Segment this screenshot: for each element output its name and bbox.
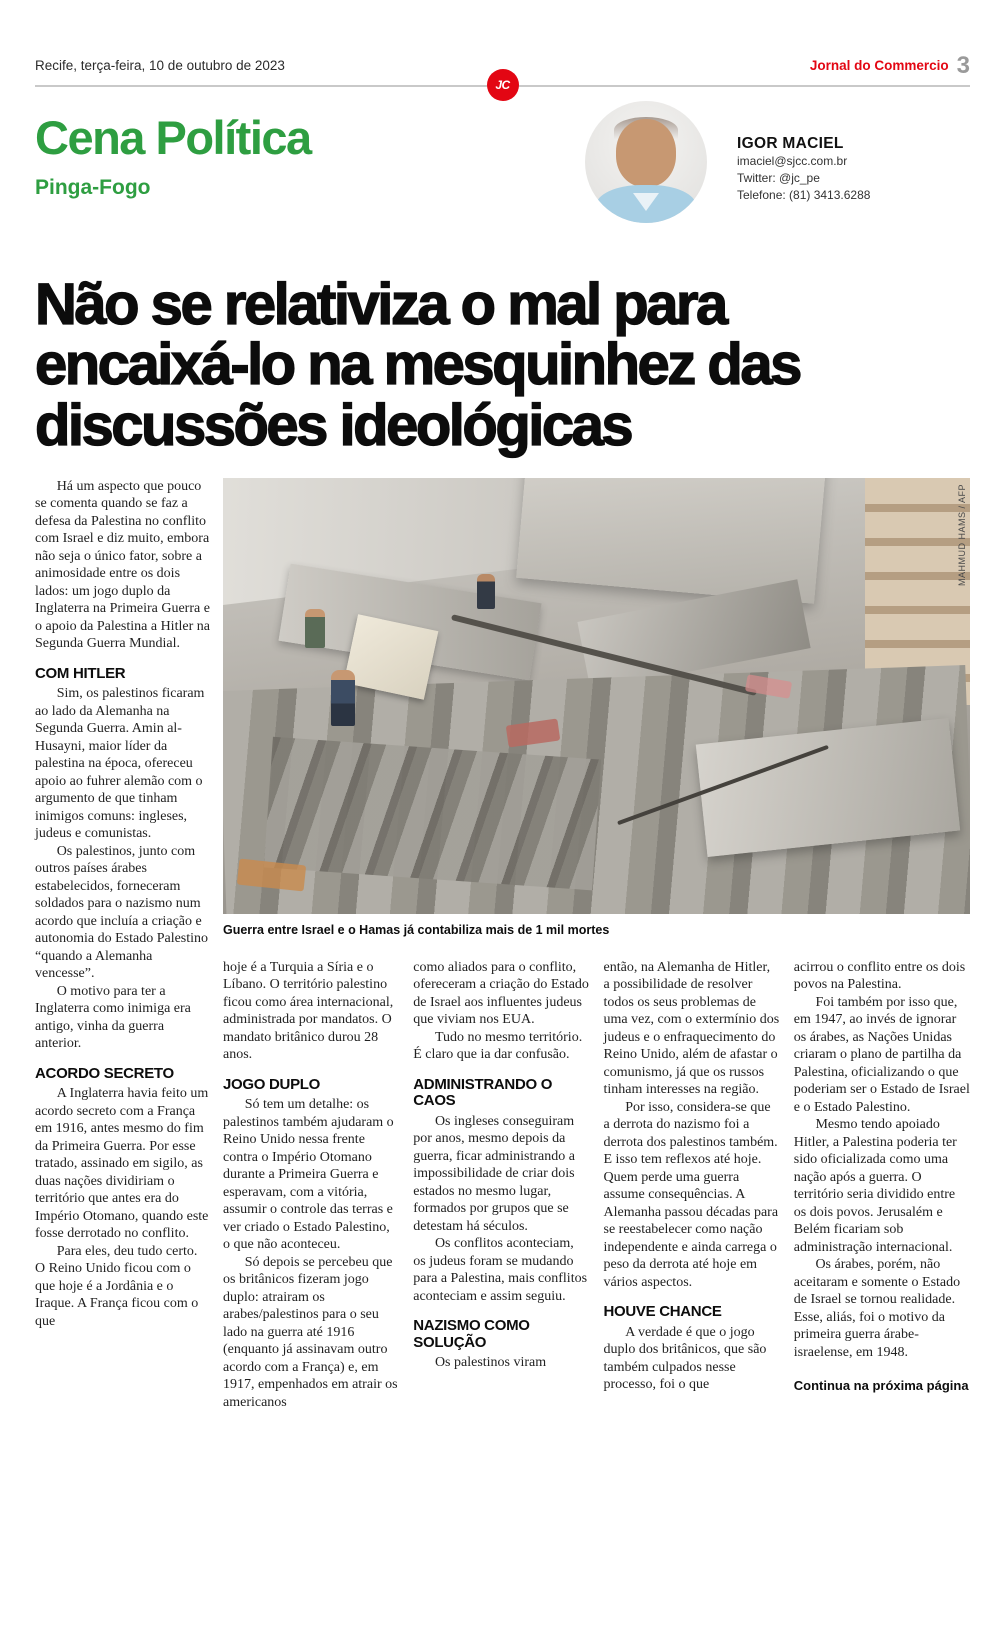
- article-paragraph: Os palestinos viram: [434, 1355, 547, 1371]
- author-phone: Telefone: (81) 3413.6288: [737, 188, 871, 202]
- person-figure: [477, 574, 495, 609]
- article-paragraph: acirrou o conflito entre os dois povos na Palestina.: [793, 959, 966, 993]
- section-heading: COM HITLER: [35, 664, 126, 682]
- continuation-note: Continua na próxima página: [793, 1378, 969, 1394]
- text-column-3: [413, 959, 589, 1412]
- text-column-2: [223, 959, 399, 1412]
- text-column-4: [604, 959, 780, 1412]
- header-right: [809, 52, 970, 79]
- text-column-1: [35, 478, 210, 1412]
- article-paragraph: O motivo para ter a Inglaterra como inimiga era antigo, vinha da guerra anterior.: [35, 983, 191, 1052]
- jc-logo-icon: [487, 69, 519, 101]
- article-photo: [223, 478, 970, 914]
- author-avatar: [585, 101, 707, 223]
- article-paragraph: Há um aspecto que pouco se comenta quando se faz a defesa da Palestina no conflito com Israel e diz muito, embora não seja o único fator, sobre a animosidade entre os dois lados: um jogo duplo da Inglaterra na Primeira Guerra e o apoio da Palestina a Hitler na Segunda Guerra Mundial.: [35, 478, 210, 652]
- author-name: IGOR MACIEL: [737, 135, 844, 152]
- section-heading: ACORDO SECRETO: [35, 1064, 174, 1082]
- author-email: imaciel@sjcc.com.br: [737, 154, 848, 168]
- author-block: [585, 101, 970, 223]
- headline-line: encaixá-lo na mesquinhez das: [35, 332, 800, 398]
- page-header: [35, 52, 970, 92]
- article-right-area: [223, 478, 970, 1412]
- article-paragraph: Só depois se percebeu que os britânicos fizeram jogo duplo: atrairam os arabes/palestinos para o seu lado na guerra até 1916 (enquanto já assinavam outro acordo com a França) e, em 1917, empenhados em atrair os americanos: [223, 1254, 398, 1410]
- section-heading: NAZISMO COMO SOLUÇÃO: [413, 1317, 530, 1351]
- article-body: [35, 478, 970, 1412]
- lower-columns: [223, 959, 970, 1412]
- article-paragraph: Para eles, deu tudo certo. O Reino Unido ficou com o que hoje é a Jordânia e o Iraque. A França ficou com o que: [35, 1243, 199, 1329]
- headline-line: discussões ideológicas: [35, 392, 632, 458]
- author-info: [737, 101, 870, 223]
- article-paragraph: Foi também por isso que, em 1947, ao invés de ignorar os árabes, as Nações Unidas criaram o plano de partilha da Palestina, oficializando o que poderiam ser o Estado de Israel e o Estado Palestino.: [793, 994, 970, 1115]
- article-paragraph: Os palestinos, junto com outros países árabes estabelecidos, forneceram soldados para o nazismo num acordo que incluía a criação e autonomia do Estado Palestino “quando a Alemanha vencesse”.: [35, 843, 209, 982]
- author-twitter: Twitter: @jc_pe: [737, 171, 820, 185]
- section-heading: HOUVE CHANCE: [603, 1303, 722, 1321]
- article-paragraph: então, na Alemanha de Hitler, a possibilidade de resolver todos os seus problemas de uma vez, com o extermínio dos judeus e o enfraquecimento do Reino Unido, além de afastar o comunismo, já que os russos tinham interesses na região.: [603, 959, 780, 1098]
- section-heading: JOGO DUPLO: [223, 1075, 321, 1093]
- section-block: [35, 113, 311, 223]
- photo-credit: MAHMUD HAMS / AFP: [957, 483, 967, 586]
- text-column-5: [794, 959, 970, 1412]
- column-name: Pinga-Fogo: [35, 176, 151, 200]
- section-heading: ADMINISTRANDO O CAOS: [413, 1075, 553, 1110]
- edition-date: Recife, terça-feira, 10 de outubro de 2023: [35, 58, 285, 73]
- article-paragraph: Tudo no mesmo território. É claro que ia dar confusão.: [413, 1029, 583, 1063]
- article-paragraph: hoje é a Turquia a Síria e o Líbano. O território palestino ficou como área internacional, administrada por mandatos. O mandato britânico durou 28 anos.: [223, 959, 394, 1063]
- section-title: Cena Política: [35, 111, 311, 164]
- article-paragraph: Mesmo tendo apoiado Hitler, a Palestina poderia ter sido oficializada como uma nação após a guerra. O território seria dividido entre os dois povos. Jerusalém e Belém ficariam sob administração internacional.: [793, 1117, 957, 1255]
- article-paragraph: Os conflitos aconteciam, os judeus foram se mudando para a Palestina, mais conflitos aconteciam e assim seguiu.: [413, 1236, 588, 1304]
- article-paragraph: A Inglaterra havia feito um acordo secreto com a França em 1916, antes mesmo do fim da Primeira Guerra. Por esse tratado, assinado em sigilo, as duas nações dividiriam o território que antes era do Império Otomano, quando este fosse derrotado no conflito.: [35, 1086, 209, 1242]
- jc-logo-text: JC: [495, 78, 510, 92]
- article-paragraph: Por isso, considera-se que a derrota do nazismo foi a derrota dos palestinos também. E isso tem reflexos até hoje. Quem perde uma guerra assume consequências. A Alemanha passou décadas para se reestabelecer como nação independente e ainda carrega o peso da derrota até hoje em vários aspectos.: [603, 1099, 779, 1290]
- page-number: 3: [956, 52, 970, 79]
- person-figure: [305, 609, 324, 648]
- photo-caption: Guerra entre Israel e o Hamas já contabiliza mais de 1 mil mortes: [223, 922, 610, 937]
- article-paragraph: Os árabes, porém, não aceitaram e somente o Estado de Israel se tornou realidade. Esse, aliás, foi o motivo da primeira guerra árabe-israelense, em 1948.: [793, 1257, 961, 1360]
- person-figure: [331, 670, 355, 727]
- article-paragraph: Só tem um detalhe: os palestinos também ajudaram o Reino Unido nessa frente contra o Império Otomano durante a Primeira Guerra e esperavam, com a vitória, assumir o controle das terras e ver criado o Estado Palestino, o que não aconteceu.: [223, 1097, 394, 1253]
- article-paragraph: A verdade é que o jogo duplo dos britânicos, que são também culpados nesse processo, foi o que: [603, 1324, 767, 1393]
- rubble-debris: [264, 737, 601, 890]
- avatar-face: [616, 119, 676, 187]
- paper-name: Jornal do Commercio: [809, 58, 949, 73]
- masthead: [35, 113, 970, 223]
- article-headline: [35, 272, 970, 458]
- headline-line: Não se relativiza o mal para: [35, 272, 726, 337]
- article-paragraph: como aliados para o conflito, ofereceram a criação do Estado de Israel aos influentes judeus que viviam nos EUA.: [413, 959, 589, 1028]
- article-paragraph: Sim, os palestinos ficaram ao lado da Alemanha na Segunda Guerra. Amin al-Husayni, maior líder da palestina na época, ofereceu apoio ao fuhrer alemão com o argumento de que tinham inimigos comuns: ingleses, judeus e comunistas.: [35, 686, 205, 842]
- article-paragraph: Os ingleses conseguiram por anos, mesmo depois da guerra, ficar administrando a impossibilidade de criar dois estados no mesmo lugar, formados por grupos que se detestam há séculos.: [413, 1113, 575, 1234]
